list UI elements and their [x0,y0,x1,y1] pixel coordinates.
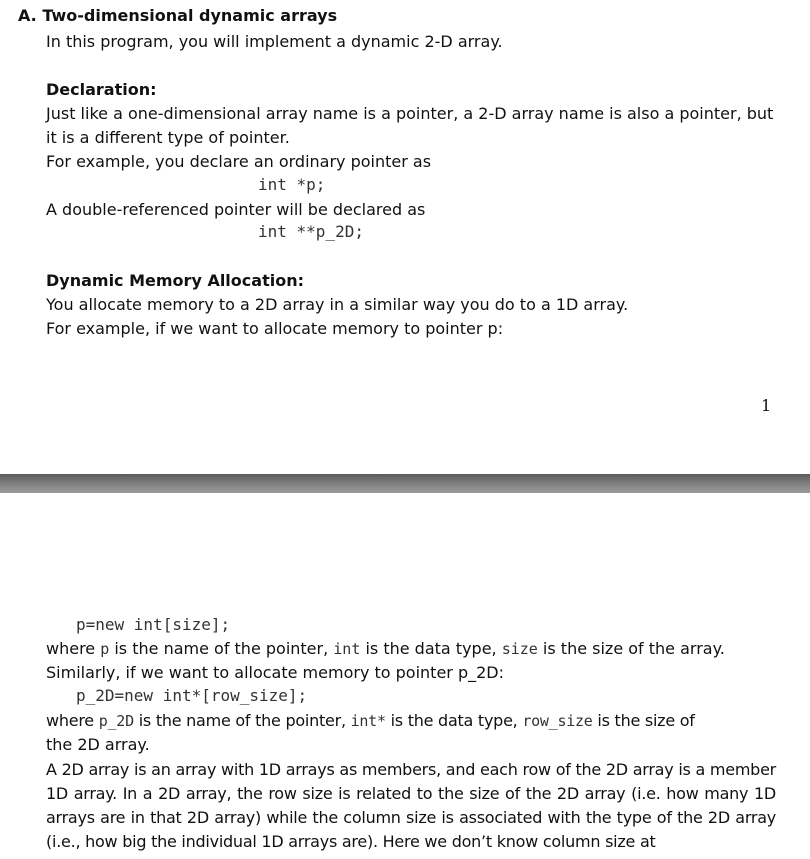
code-span: int [333,640,361,658]
where-line-1 [46,638,725,660]
similarly-line: Similarly, if we want to allocate memory to pointer p_2D: [46,663,504,682]
text-span: is the size of [592,711,695,730]
declaration-text-line: For example, you declare an ordinary pointer as [46,152,432,171]
code-snippet: int **p_2D; [258,222,364,241]
text-span: is the name of the pointer, [109,639,334,658]
text-span: is the data type, [385,711,523,730]
body-paragraph: A 2D array is an array with 1D arrays as members, and each row of the 2D array is a member 1D array. In a 2D array, the row size is related to the size of the 2D array (i.e. how many 1D arrays are in that 2D array) while the column size is associated with the type of the 2D array (i.e., how big the individual 1D arrays are). Here we don’t know column size at [46,760,776,851]
text-span: is the size of the array. [537,639,725,658]
text-span: where [46,639,101,658]
code-span: size [501,640,538,658]
allocation-text-line: For example, if we want to allocate memory to pointer p: [46,319,504,338]
declaration-heading: Declaration: [46,80,157,99]
page-number: 1 [761,396,772,415]
code-span: row_size [522,712,593,730]
text-span: is the data type, [360,639,502,658]
where-line-2 [46,710,695,732]
document-page-2 [0,493,810,859]
text-span: where [46,711,99,730]
where-line-2-continuation: the 2D array. [46,735,150,754]
code-snippet: int *p; [258,175,326,194]
code-snippet: p_2D=new int*[row_size]; [76,686,308,705]
allocation-heading: Dynamic Memory Allocation: [46,271,304,290]
code-span: p_2D [98,712,134,730]
code-span: p [100,640,110,658]
declaration-text-line: it is a different type of pointer. [46,128,290,147]
declaration-text-line: A double-referenced pointer will be declared as [46,200,426,219]
code-snippet: p=new int[size]; [76,615,231,634]
section-title: A. Two-dimensional dynamic arrays [18,6,338,25]
page-separator [0,474,810,493]
declaration-text-line: Just like a one-dimensional array name is a pointer, a 2-D array name is also a pointer, but [46,104,774,123]
intro-text: In this program, you will implement a dynamic 2-D array. [46,32,503,51]
text-span: is the name of the pointer, [133,711,351,730]
allocation-text-line: You allocate memory to a 2D array in a similar way you do to a 1D array. [46,295,629,314]
code-span: int* [350,712,386,730]
